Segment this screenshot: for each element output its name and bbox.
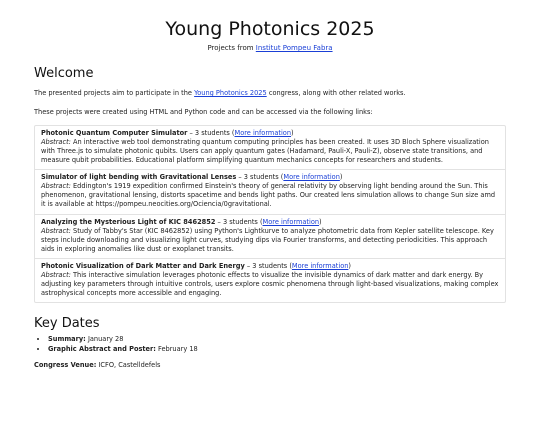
project-item [35,215,505,259]
project-abstract: Eddington's 1919 expedition confirmed Einstein's theory of general relativity by observing light bending around the Sun. This phenomenon, gravitational lensing, distorts spacetime and bends light paths. Our created lens simulation allows to change Sun size amd it is available at https://pompeu.neocities.org/Ociencia/0gravitational. [41,182,496,209]
intro-paragraph-1 [34,89,506,98]
welcome-heading: Welcome [34,66,94,81]
congress-link[interactable]: Young Photonics 2025 [194,89,267,97]
project-title: Photonic Visualization of Dark Matter and Dark Energy [41,261,245,270]
project-title: Photonic Quantum Computer Simulator [41,128,188,137]
more-information-link[interactable]: More information [291,261,349,270]
congress-venue [34,361,506,369]
institution-link[interactable]: Institut Pompeu Fabra [255,44,333,52]
intro1-suffix: congress, along with other related works. [268,89,406,97]
project-abstract: This interactive simulation leverages photonic effects to visualize the invisible dynamics of dark matter and dark energy. By adjusting key parameters through intuitive controls, users explore cosmic phenomena through light-based visualizations, making complex astrophysical concepts more accessible and engaging. [41,271,499,298]
project-item [35,126,505,170]
key-date-value: January 28 [87,335,124,344]
key-date-value: February 18 [158,344,198,353]
project-students: – 3 students ( [238,173,284,182]
intro-paragraph-2: These projects were created using HTML and Python code and can be accessed via the following links: [34,107,373,116]
paren-close: ) [348,261,351,270]
project-title: Simulator of light bending with Gravitational Lenses [41,173,237,182]
page-subtitle [34,44,506,52]
key-date-label: Summary: [48,335,86,344]
more-information-link[interactable]: More information [262,217,320,226]
project-students: – 3 students ( [246,261,292,270]
abstract-label: Abstract: [41,182,71,191]
abstract-label: Abstract: [41,137,71,146]
paren-close: ) [319,217,322,226]
key-date-item [48,335,506,344]
project-item [35,259,505,302]
more-information-link[interactable]: More information [234,128,292,137]
projects-list [34,125,506,304]
abstract-label: Abstract: [41,226,71,235]
abstract-label: Abstract: [41,271,71,279]
project-abstract: An interactive web tool demonstrating quantum computing principles has been created. It uses 3D Bloch Sphere visualization with Three.js to simulate photonic qubits. Users can apply quantum gates (Hadamard, Pauli-X, Pauli-Z), observe state transitions, and measure qubit probabilities. Educational platform simplifying quantum mechanics concepts for researchers and students. [41,137,489,165]
project-students: – 3 students ( [217,217,263,226]
paren-close: ) [291,128,294,137]
venue-label: Congress Venue: [34,360,97,369]
project-item [35,170,505,214]
project-students: – 3 students ( [189,128,235,137]
intro1-prefix: The presented projects aim to participate in the [34,89,192,97]
venue-value: ICFO, Castelldefels [98,360,161,369]
subtitle-prefix: Projects from [207,44,254,52]
project-abstract: Study of Tabby's Star (KIC 8462852) using Python's Lightkurve to analyze photometric data from Kepler satellite telescope. Key steps include downloading and visualizing light curves, studying dips via Fourier transforms, and detecting periodicities. This approach aids in exploring anomalies like dust or exoplanet transits. [41,226,494,253]
page [0,18,540,369]
more-information-link[interactable]: More information [283,173,340,182]
key-dates-heading: Key Dates [34,316,100,332]
page-title: Young Photonics 2025 [165,18,375,40]
paren-close: ) [339,173,343,182]
key-dates-list [34,335,506,353]
key-date-item [48,345,506,354]
project-title: Analyzing the Mysterious Light of KIC 8462852 [41,217,216,226]
key-date-label: Graphic Abstract and Poster: [48,344,156,353]
